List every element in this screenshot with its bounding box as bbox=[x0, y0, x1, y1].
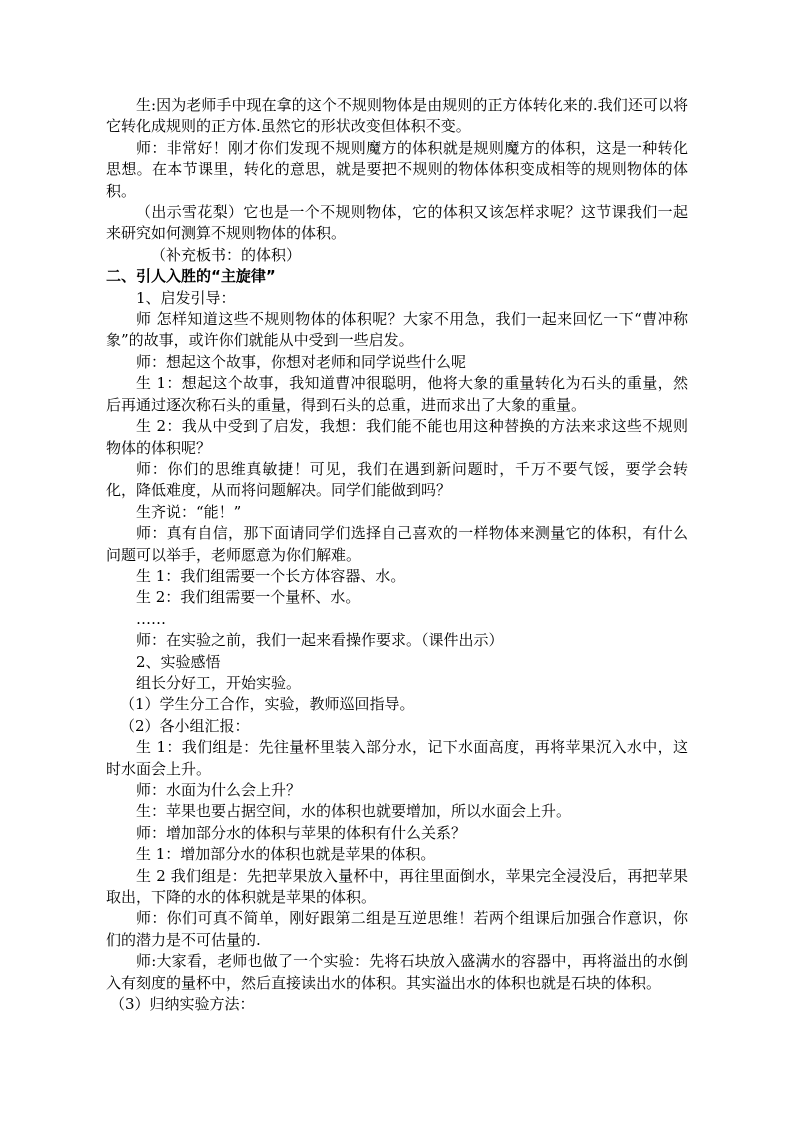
paragraph: 师：增加部分水的体积与苹果的体积有什么关系？ bbox=[136, 823, 467, 842]
paragraph: 生:因为老师手中现在拿的这个不规则物体是由规则的正方体转化来的.我们还可以将它转化成规则的正方体.虽然它的形状改变但体积不变。 bbox=[106, 96, 688, 136]
paragraph: 生 1：我们组是：先往量杯里装入部分水，记下水面高度，再将苹果沉入水中，这时水面会上升。 bbox=[106, 738, 688, 778]
paragraph: 师：你们的思维真敏捷！可见，我们在遇到新问题时，千万不要气馁，要学会转化，降低难度，从而将问题解决。同学们能做到吗？ bbox=[106, 459, 688, 500]
paragraph: 生 1：增加部分水的体积也就是苹果的体积。 bbox=[136, 845, 436, 864]
paragraph: 师：真有自信，那下面请同学们选择自己喜欢的一样物体来测量它的体积，有什么问题可以举手，老师愿意为你们解难。 bbox=[106, 524, 688, 564]
subsection-heading: 1、启发引导： bbox=[136, 288, 236, 307]
document-body bbox=[106, 95, 688, 1015]
paragraph: 生 2：我们组需要一个量杯、水。 bbox=[136, 588, 361, 607]
list-item: （3）归纳实验方法： bbox=[110, 995, 255, 1014]
paragraph: 师：水面为什么会上升？ bbox=[136, 781, 302, 799]
paragraph: 生齐说：“能！” bbox=[136, 502, 242, 521]
paragraph: （出示雪花梨）它也是一个不规则物体，它的体积又该怎样求呢？这节课我们一起来研究如何测算不规则物体的体积。 bbox=[106, 203, 688, 243]
subsection-heading: 2、实验感悟 bbox=[136, 652, 221, 671]
paragraph: 生 2：我从中受到了启发，我想：我们能不能也用这种替换的方法来求这些不规则物体的体积呢？ bbox=[106, 417, 688, 457]
paragraph: （补充板书：的体积） bbox=[151, 245, 302, 264]
paragraph: 师：非常好！刚才你们发现不规则魔方的体积就是规则魔方的体积，这是一种转化思想。在本节课里，转化的意思，就是要把不规则的物体体积变成相等的规则物体的体积。 bbox=[106, 138, 688, 200]
paragraph: 生 1：我们组需要一个长方体容器、水。 bbox=[136, 566, 406, 585]
list-item: （2）各小组汇报： bbox=[120, 716, 250, 735]
paragraph: 组长分好工，开始实验。 bbox=[136, 673, 302, 692]
paragraph: 师 怎样知道这些不规则物体的体积呢？大家不用急，我们一起来回忆一下“曹冲称象”的故事，或许你们就能从中受到一些启发。 bbox=[106, 310, 688, 350]
section-heading: 二、引人入胜的“主旋律” bbox=[106, 267, 276, 286]
paragraph: 师：想起这个故事，你想对老师和同学说些什么呢 bbox=[136, 352, 467, 371]
paragraph: 师:大家看，老师也做了一个实验：先将石块放入盛满水的容器中，再将溢出的水倒入有刻度的量杯中，然后直接读出水的体积。其实溢出水的体积也就是石块的体积。 bbox=[106, 952, 688, 992]
paragraph: 生 1：想起这个故事，我知道曹冲很聪明，他将大象的重量转化为石头的重量，然后再通过逐次称石头的重量，得到石头的总重，进而求出了大象的重量。 bbox=[106, 374, 688, 414]
list-item: （1）学生分工合作，实验，教师巡回指导。 bbox=[120, 695, 415, 714]
paragraph: 师：在实验之前，我们一起来看操作要求。（课件出示） bbox=[136, 631, 504, 650]
paragraph: 生：苹果也要占据空间，水的体积也就要增加，所以水面会上升。 bbox=[136, 802, 572, 821]
ellipsis-line: …… bbox=[136, 609, 166, 628]
paragraph: 师：你们可真不简单，刚好跟第二组是互逆思维！若两个组课后加强合作意识，你们的潜力是不可估量的. bbox=[106, 909, 688, 949]
paragraph: 生 2 我们组是：先把苹果放入量杯中，再往里面倒水，苹果完全浸没后，再把苹果取出，下降的水的体积就是苹果的体积。 bbox=[106, 866, 688, 907]
